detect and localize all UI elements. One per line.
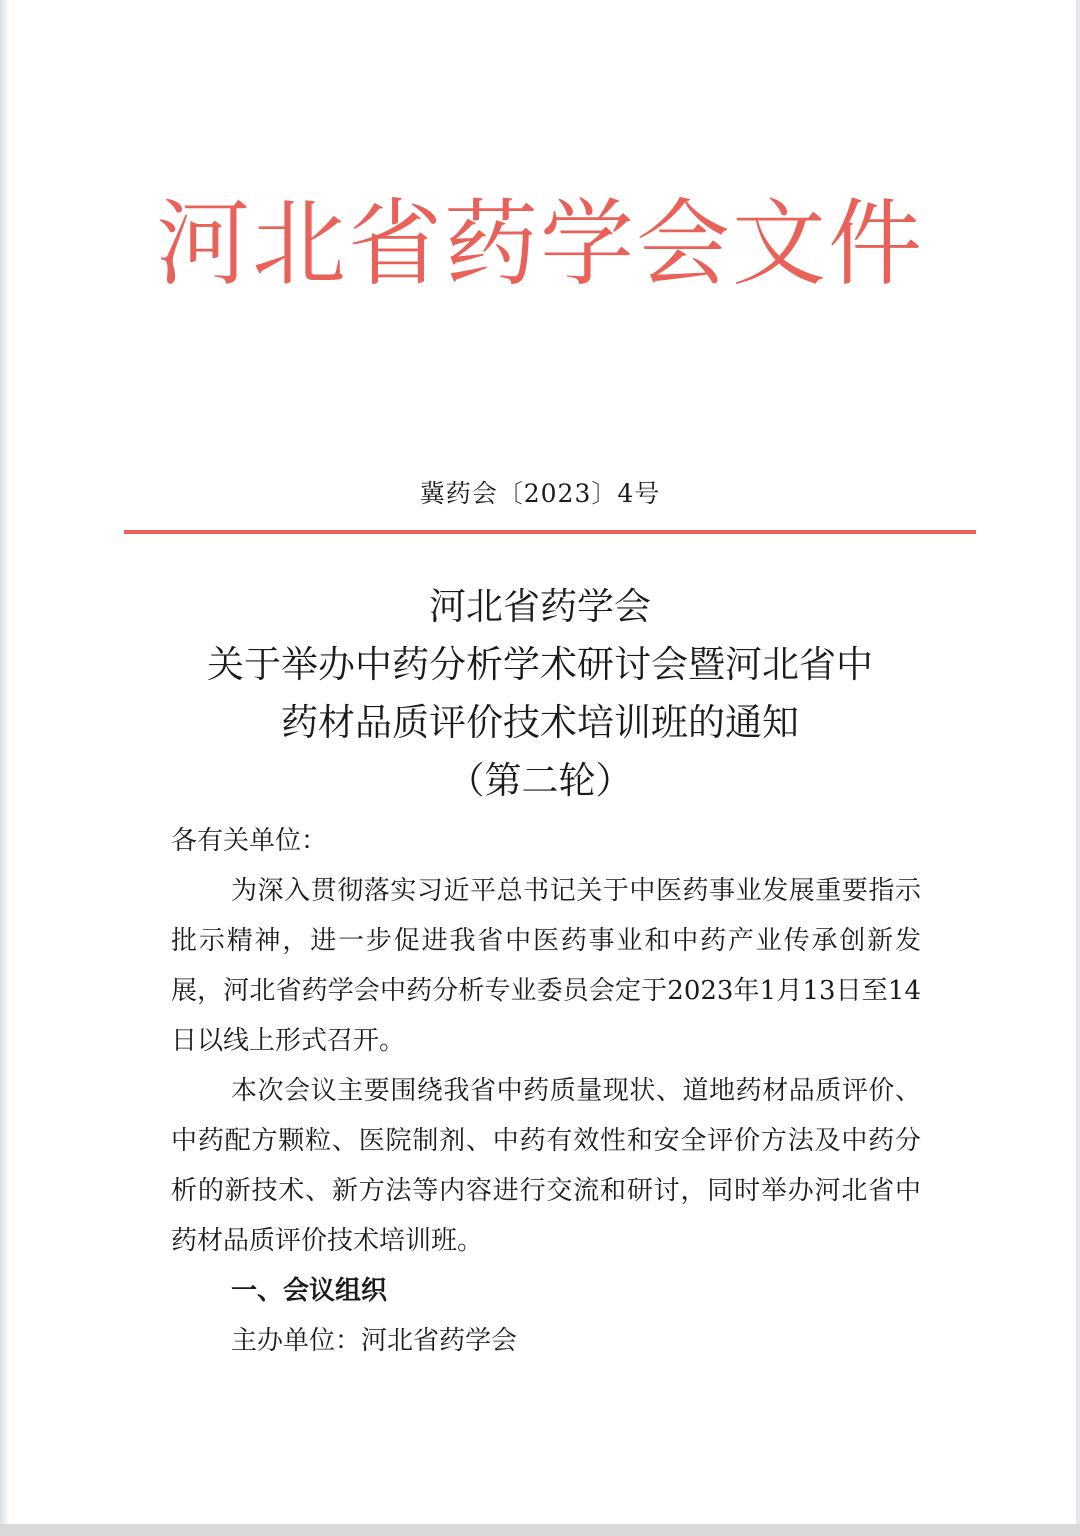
document-masthead: 河北省药学会文件 — [155, 190, 924, 299]
title-line-2: 关于举办中药分析学术研讨会暨河北省中 — [207, 643, 873, 686]
title-line-4: （第二轮） — [447, 759, 633, 802]
section-heading-1: 一、会议组织 — [231, 1276, 388, 1306]
title-line-3: 药材品质评价技术培训班的通知 — [281, 701, 799, 744]
salutation: 各有关单位： — [171, 826, 328, 856]
notice-body — [171, 816, 921, 1366]
title-line-1: 河北省药学会 — [429, 585, 651, 628]
paragraph-2: 本次会议主要围绕我省中药质量现状、道地药材品质评价、中药配方颗粒、医院制剂、中药有效性和安全评价方法及中药分析的新技术、新方法等内容进行交流和研讨，同时举办河北省中药材品质评价技术培训班。 — [171, 1076, 921, 1256]
organizer-line: 主办单位：河北省药学会 — [231, 1326, 518, 1356]
red-divider-rule — [124, 530, 976, 534]
notice-title — [140, 578, 940, 810]
paragraph-1: 为深入贯彻落实习近平总书记关于中医药事业发展重要指示批示精神，进一步促进我省中医药事业和中药产业传承创新发展，河北省药学会中药分析专业委员会定于2023年1月13日至14日以线上形式召开。 — [171, 876, 921, 1056]
document-number: 冀药会〔2023〕4号 — [419, 479, 661, 508]
scan-bottom-edge — [0, 1524, 1080, 1536]
